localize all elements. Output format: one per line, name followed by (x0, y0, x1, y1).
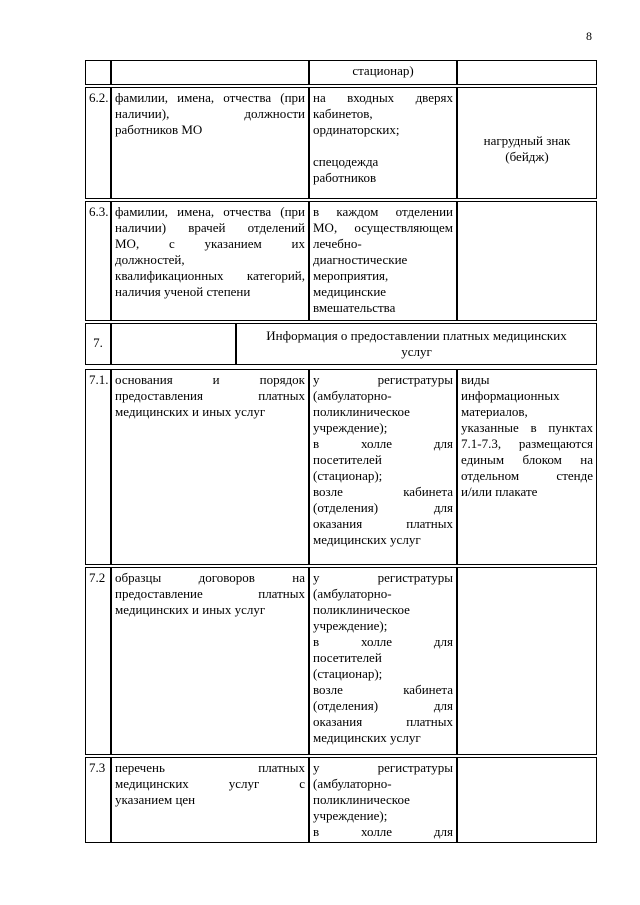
row-7-2-where-line: учреждение); (313, 618, 388, 633)
row0-form-cell (457, 60, 597, 85)
row-6-3-what-cell (111, 201, 309, 321)
row-7-2-where-line: у регистратуры (313, 570, 453, 585)
row-7-2-num: 7.2 (89, 570, 106, 585)
row-7-2-where-line: (стационар); (313, 666, 383, 681)
row-7-1-where-line: посетителей (313, 452, 382, 467)
row-6-2-what-cell (111, 87, 309, 199)
row-7-1-form-line: 7.1-7.3, размещаются (461, 436, 593, 451)
row-7-1-form-line: виды (461, 372, 490, 387)
row-7-2-where-line: оказания платных (313, 714, 453, 729)
row-6-3-where-line: мероприятия, (313, 268, 389, 283)
row-7-3-what-line: перечень платных (115, 760, 305, 775)
row-7-1-where-line: (амбулаторно- (313, 388, 392, 403)
row-7-3-num-cell (85, 757, 111, 843)
row-7-2-where-line: медицинских услуг (313, 730, 421, 745)
row-7-2-where-line: (амбулаторно- (313, 586, 392, 601)
row-7-2-form-cell (457, 567, 597, 755)
row-7-1-where-line: у регистратуры (313, 372, 453, 387)
row-6-2-num: 6.2. (89, 90, 109, 105)
row-7-1-where-line: в холле для (313, 436, 453, 451)
row-7-1-where-line: (отделения) для (313, 500, 453, 515)
row-7-3-where-line: (амбулаторно- (313, 776, 392, 791)
row-6-3-where-line: диагностические (313, 252, 408, 267)
row-7-1-form-line: единым блоком на (461, 452, 593, 467)
row0-what-cell (111, 60, 309, 85)
row-6-3-where-line: медицинские (313, 284, 387, 299)
row-6-3-what-line: МО, с указанием их (115, 236, 305, 251)
row-7-2-what-line: образцы договоров на (115, 570, 305, 585)
row-7-3-where-line: учреждение); (313, 808, 388, 823)
row-6-2-form-cell (457, 87, 597, 199)
row-7-1-where-line: поликлиническое (313, 404, 410, 419)
row-6-2-where-line: ординаторских; (313, 122, 400, 137)
row-7-3-what-cell (111, 757, 309, 843)
row-7-1-form-line: информационных (461, 388, 560, 403)
row-7-2-num-cell (85, 567, 111, 755)
row-6-3-what-line: фамилии, имена, отчества (при (115, 204, 305, 219)
row-6-2-where-line: кабинетов, (313, 106, 373, 121)
row0-num-cell (85, 60, 111, 85)
row-7-3-where-line: поликлиническое (313, 792, 410, 807)
row-6-2-what-line: работников МО (115, 122, 203, 137)
row-6-2-what-line: фамилии, имена, отчества (при (115, 90, 305, 105)
row-7-2-where-cell (309, 567, 457, 755)
row-6-3-what-line: наличии) врачей отделений (115, 220, 305, 235)
row-7-1-where-line: учреждение); (313, 420, 388, 435)
row-6-3-where-line: в каждом отделении (313, 204, 453, 219)
row-6-2-form-line: нагрудный знак (483, 133, 571, 148)
row-7-num: 7. (93, 335, 103, 350)
row-6-3-num-cell (85, 201, 111, 321)
row-7-2-what-line: предоставление платных (115, 586, 305, 601)
row-6-2-where-line: работников (313, 170, 377, 185)
row-7-title-cell (236, 323, 597, 365)
row-7-3-what-line: указанием цен (115, 792, 196, 807)
row0-where-text: стационар) (352, 63, 414, 78)
row-7-title-line: Информация о предоставлении платных медицинских (266, 328, 567, 343)
row-6-2-where-line: спецодежда (313, 154, 379, 169)
row-7-1-where-line: оказания платных (313, 516, 453, 531)
row-7-2-where-line: возле кабинета (313, 682, 453, 697)
row-7-2-where-line: поликлиническое (313, 602, 410, 617)
row-7-1-where-line: (стационар); (313, 468, 383, 483)
row-7-1-form-line: отдельном стенде (461, 468, 593, 483)
row-7-3-what-line: медицинских услуг с (115, 776, 305, 791)
page-number: 8 (586, 29, 592, 43)
row-7-3-where-line: у регистратуры (313, 760, 453, 775)
row-6-3-where-cell (309, 201, 457, 321)
row-7-num-cell (85, 323, 111, 365)
row-6-2-form-line: (бейдж) (505, 149, 549, 164)
row-7-1-what-cell (111, 369, 309, 565)
row-7-1-where-cell (309, 369, 457, 565)
row-7-3-where-cell (309, 757, 457, 843)
row-6-3-what-line: квалификационных категорий, (115, 268, 305, 283)
row-7-1-num: 7.1. (89, 372, 109, 387)
row-7-title-line: услуг (401, 344, 432, 359)
row-7-blank-cell (111, 323, 236, 365)
row-7-1-form-line: указанные в пунктах (461, 420, 593, 435)
row0-where-cell (309, 60, 457, 85)
row-7-2-where-line: посетителей (313, 650, 382, 665)
row-6-3-what-line: наличия ученой степени (115, 284, 251, 299)
row-7-2-where-line: (отделения) для (313, 698, 453, 713)
row-6-3-what-line: должностей, (115, 252, 185, 267)
row-6-3-num: 6.3. (89, 204, 109, 219)
row-6-3-where-line: вмешательства (313, 300, 396, 315)
row-6-2-where-line: на входных дверях (313, 90, 453, 105)
row-6-2-where-cell (309, 87, 457, 199)
row-7-2-where-line: в холле для (313, 634, 453, 649)
row-7-3-where-line: в холле для (313, 824, 453, 839)
row-7-1-form-line: и/или плакате (461, 484, 538, 499)
row-6-3-where-line: лечебно- (313, 236, 362, 251)
row-7-1-num-cell (85, 369, 111, 565)
row-6-3-where-line: МО, осуществляющем (313, 220, 453, 235)
row-7-1-where-line: медицинских услуг (313, 532, 421, 547)
row-7-1-form-line: материалов, (461, 404, 528, 419)
row-7-2-what-line: медицинских и иных услуг (115, 602, 266, 617)
row-7-3-form-cell (457, 757, 597, 843)
row-7-1-what-line: медицинских и иных услуг (115, 404, 266, 419)
row-7-2-what-cell (111, 567, 309, 755)
row-7-1-where-line: возле кабинета (313, 484, 453, 499)
row-7-3-num: 7.3 (89, 760, 106, 775)
row-7-1-form-cell (457, 369, 597, 565)
row-6-2-num-cell (85, 87, 111, 199)
row-6-3-form-cell (457, 201, 597, 321)
row-6-2-what-line: наличии), должности (115, 106, 305, 121)
row-7-1-what-line: предоставления платных (115, 388, 305, 403)
row-7-1-what-line: основания и порядок (115, 372, 305, 387)
